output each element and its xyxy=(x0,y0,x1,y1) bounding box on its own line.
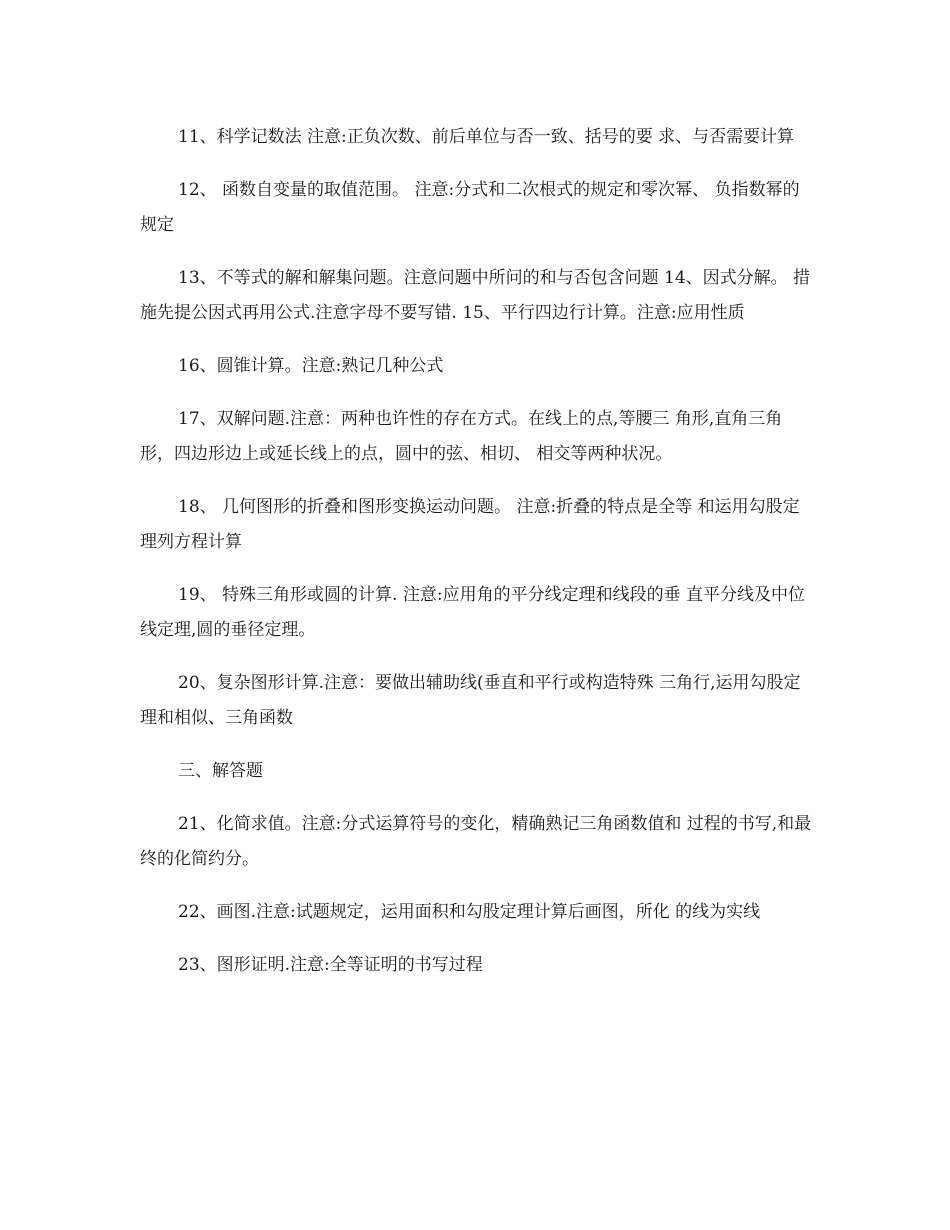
paragraph-item-22: 22、画图.注意:试题规定，运用面积和勾股定理计算后画图，所化 的线为实线 xyxy=(178,902,761,922)
document-page xyxy=(140,120,812,1001)
paragraph-item-13-15: 13、不等式的解和解集问题。注意问题中所问的和与否包含问题 14、因式分解。 措施先提公因式再用公式.注意字母不要写错. 15、平行四边行计算。注意:应用性质 xyxy=(140,268,811,323)
paragraph-item-23: 23、图形证明.注意:全等证明的书写过程 xyxy=(178,955,483,975)
section-heading-answers: 三、解答题 xyxy=(178,761,263,781)
paragraph-item-11: 11、科学记数法 注意:正负次数、前后单位与否一致、括号的要 求、与否需要计算 xyxy=(178,127,795,147)
paragraph-item-18: 18、 几何图形的折叠和图形变换运动问题。 注意:折叠的特点是全等 和运用勾股定理列方程计算 xyxy=(140,497,800,552)
paragraph-item-20: 20、复杂图形计算.注意：要做出辅助线(垂直和平行或构造特殊 三角行,运用勾股定理和相似、三角函数 xyxy=(140,673,801,728)
paragraph-item-21: 21、化简求值。注意:分式运算符号的变化，精确熟记三角函数值和 过程的书写,和最终的化简约分。 xyxy=(140,814,812,869)
paragraph-item-16: 16、圆锥计算。注意:熟记几种公式 xyxy=(178,356,444,376)
paragraph-item-17: 17、双解问题.注意：两种也许性的存在方式。在线上的点,等腰三 角形,直角三角形，四边形边上或延长线上的点，圆中的弦、相切、 相交等两种状况。 xyxy=(140,409,783,464)
paragraph-item-19: 19、 特殊三角形或圆的计算. 注意:应用角的平分线定理和线段的垂 直平分线及中位线定理,圆的垂径定理。 xyxy=(140,585,805,640)
paragraph-item-12: 12、 函数自变量的取值范围。 注意:分式和二次根式的规定和零次幂、 负指数幂的规定 xyxy=(140,180,800,235)
